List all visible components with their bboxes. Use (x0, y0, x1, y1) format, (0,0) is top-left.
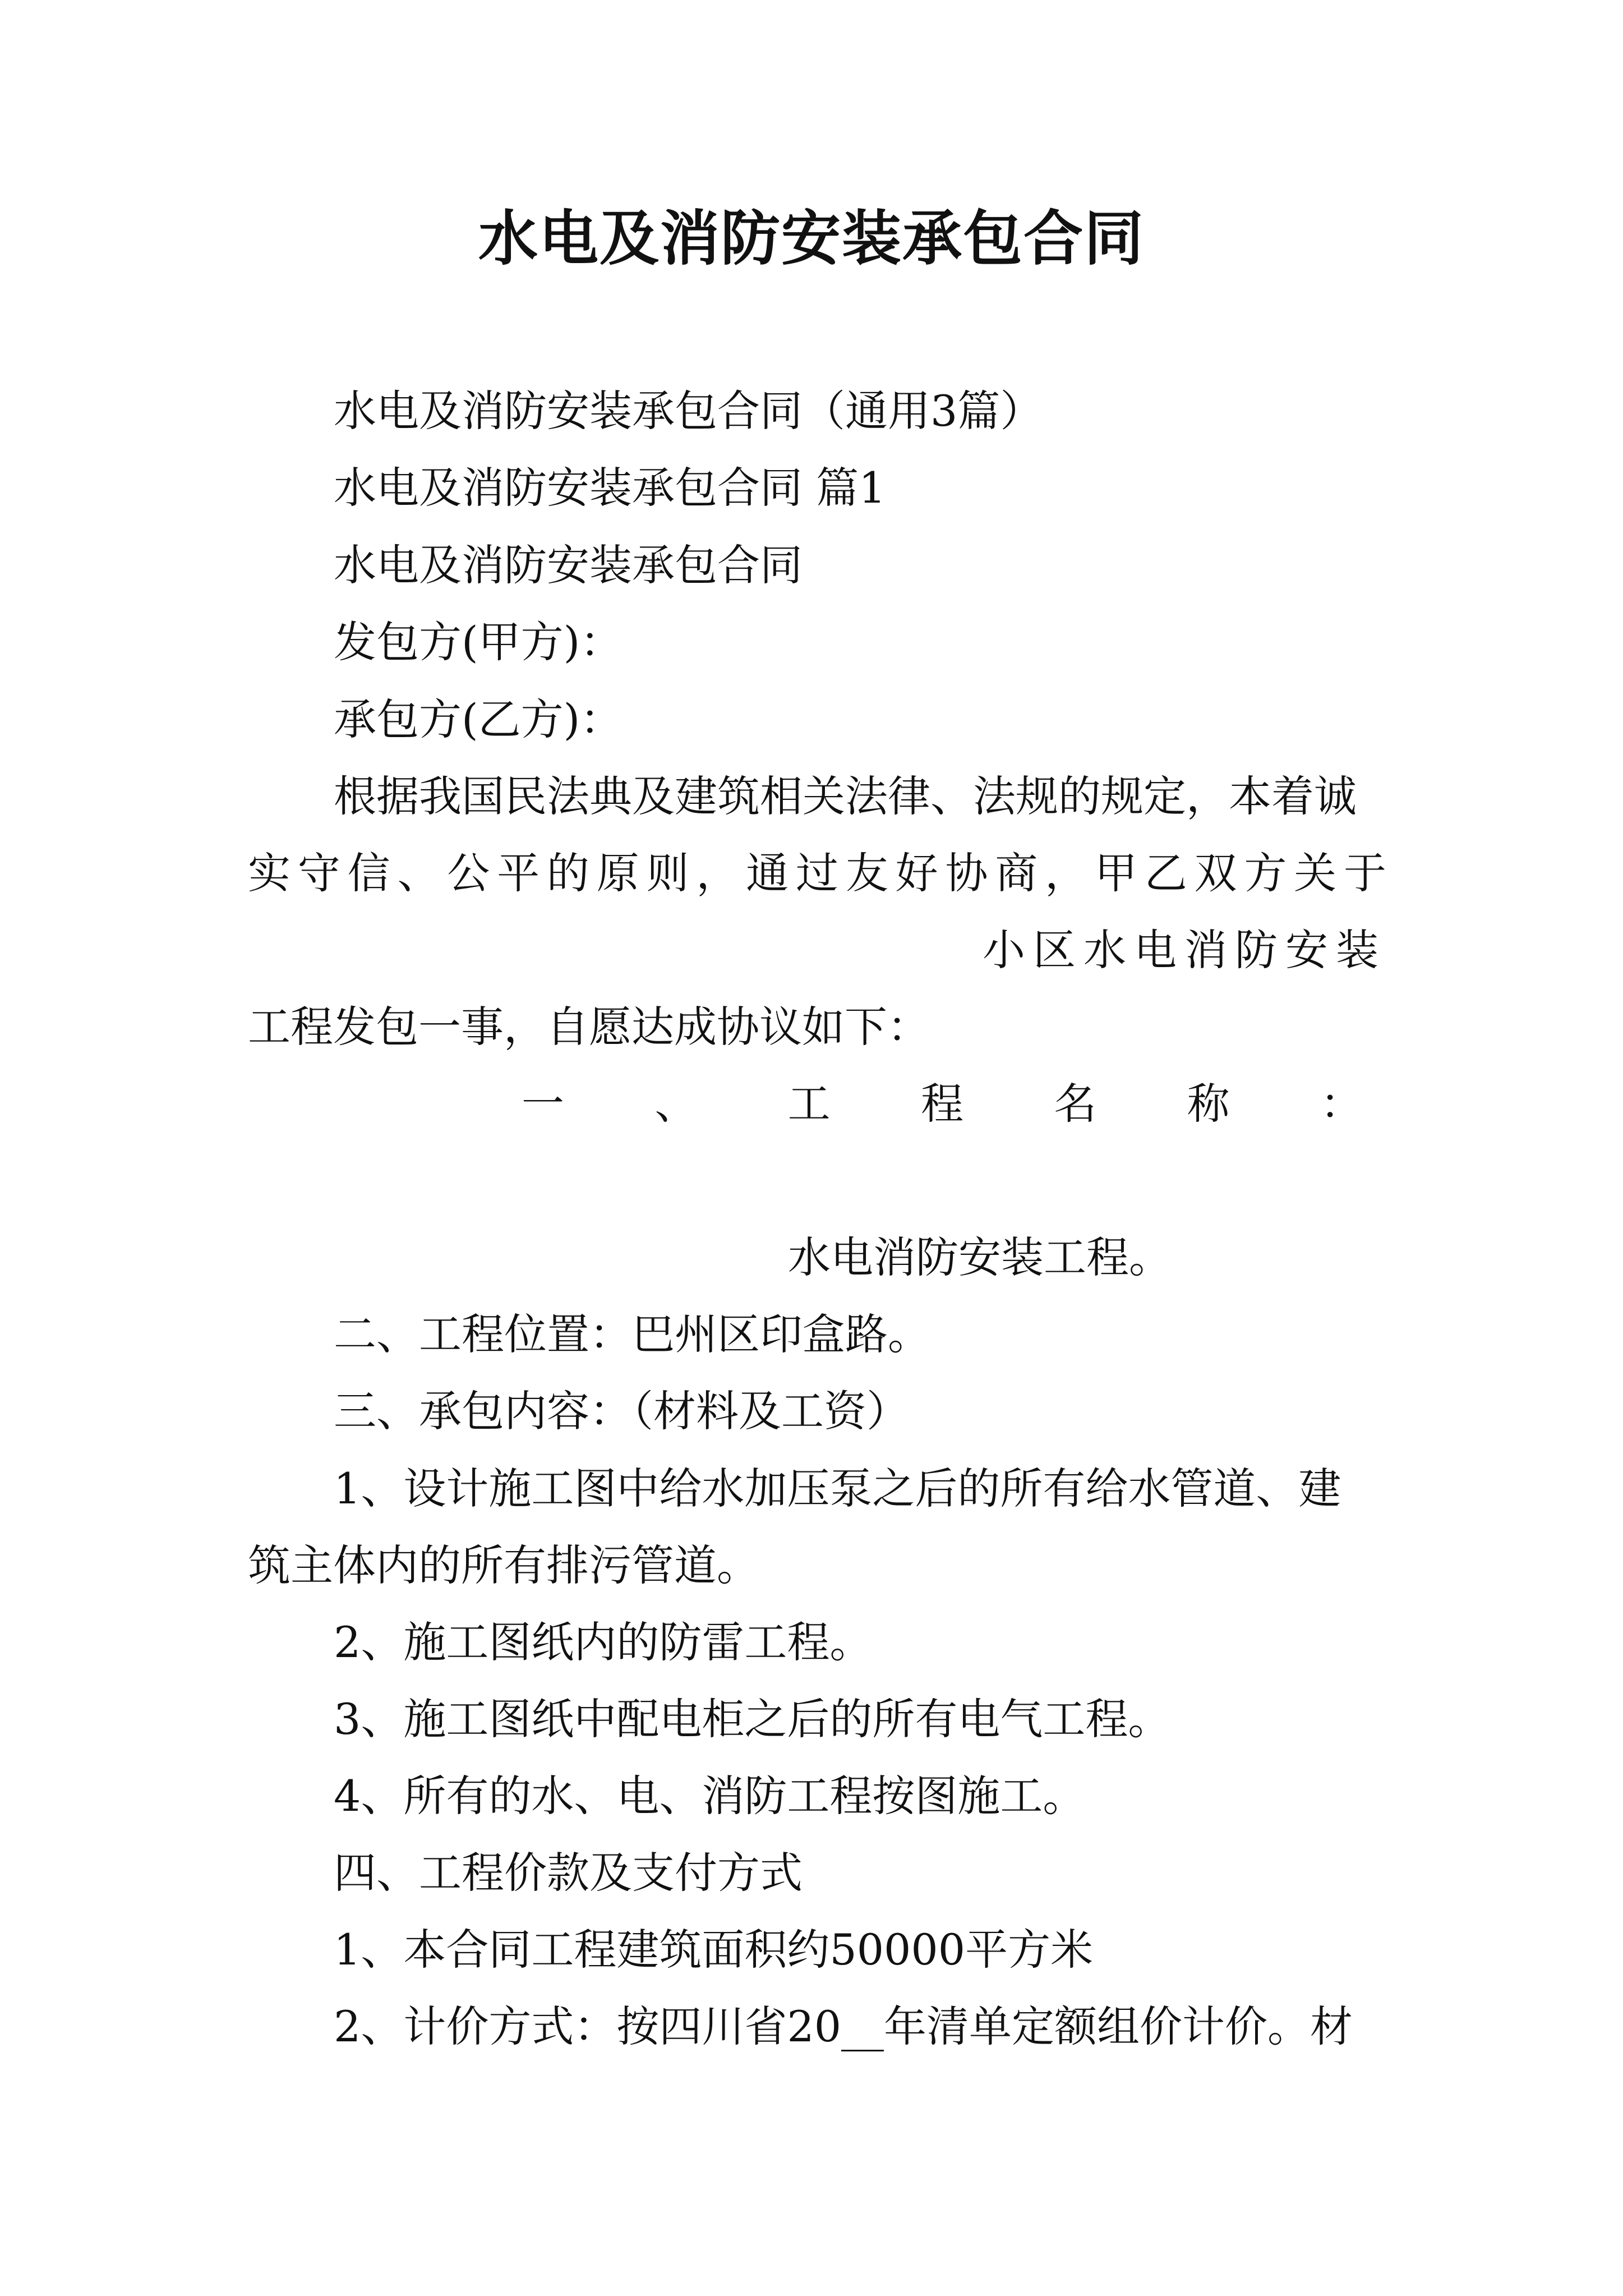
doc-line-subtitle: 水电及消防安装承包合同（通用3篇） (334, 386, 1043, 436)
heading-char: 称 (1187, 1079, 1230, 1129)
document-title: 水电及消防安装承包合同 (478, 203, 1145, 273)
doc-line-scope-item-3: 3、施工图纸中配电柜之后的所有电气工程。 (334, 1694, 1171, 1744)
doc-line-project-location: 二、工程位置：巴州区印盒路。 (334, 1309, 930, 1359)
doc-line-scope-item-1a: 1、设计施工图中给水加压泵之后的所有给水管道、建 (334, 1464, 1341, 1513)
heading-char: 、 (654, 1079, 698, 1129)
doc-line-price-item-1: 1、本合同工程建筑面积约50000平方米 (334, 1925, 1094, 1975)
heading-char: ： (1320, 1079, 1363, 1129)
doc-line-party-a: 发包方(甲方)： (334, 617, 623, 667)
doc-line-part-heading: 水电及消防安装承包合同 篇1 (334, 463, 886, 513)
doc-line-price-heading: 四、工程价款及支付方式 (334, 1848, 803, 1898)
heading-char: 程 (920, 1079, 963, 1129)
heading-char: 一 (522, 1079, 564, 1129)
heading-char: 名 (1054, 1079, 1097, 1129)
doc-line-scope-heading: 三、承包内容：（材料及工资） (334, 1386, 909, 1436)
heading-char: 工 (787, 1079, 831, 1129)
doc-line-preamble-4: 工程发包一事，自愿达成协议如下： (248, 1002, 930, 1052)
doc-line-contract-name: 水电及消防安装承包合同 (334, 540, 803, 590)
doc-line-preamble-3: 小区水电消防安装 (983, 925, 1386, 975)
doc-line-scope-item-1b: 筑主体内的所有排污管道。 (248, 1540, 759, 1590)
section-heading-project-name (522, 1076, 1363, 1132)
doc-line-scope-item-2: 2、施工图纸内的防雷工程。 (334, 1617, 873, 1667)
doc-line-preamble-2: 实守信、公平的原则，通过友好协商，甲乙双方关于 (248, 848, 1386, 898)
doc-line-project-name-value: 水电消防安装工程。 (788, 1232, 1172, 1282)
doc-line-scope-item-4: 4、所有的水、电、消防工程按图施工。 (334, 1771, 1086, 1821)
doc-line-preamble-1: 根据我国民法典及建筑相关法律、法规的规定，本着诚 (334, 771, 1357, 821)
doc-line-party-b: 承包方(乙方)： (334, 694, 623, 744)
doc-line-price-item-2: 2、计价方式：按四川省20__年清单定额组价计价。材 (334, 2001, 1353, 2051)
